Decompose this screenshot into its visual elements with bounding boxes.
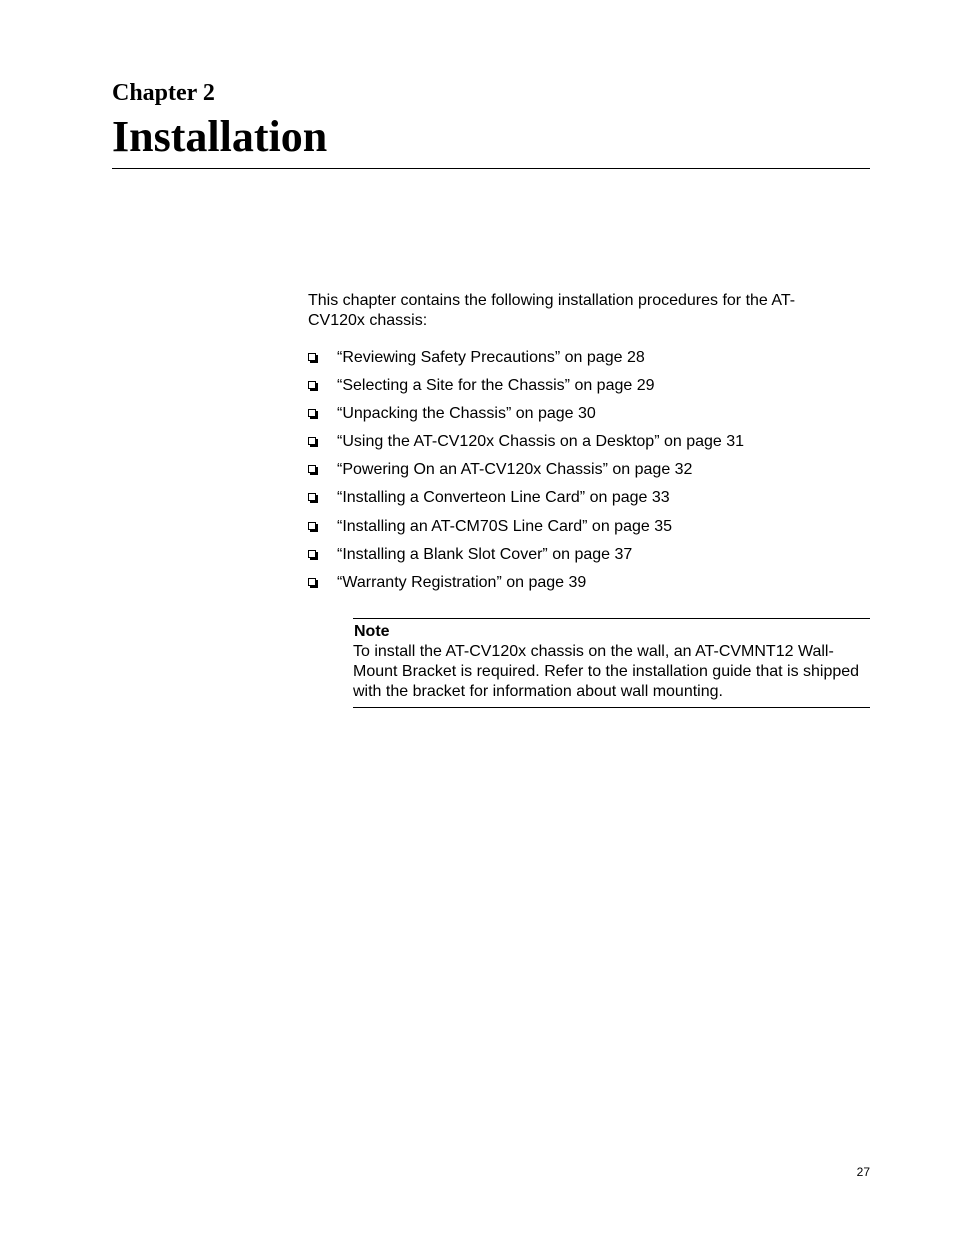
procedure-list bbox=[308, 346, 848, 599]
list-item[interactable] bbox=[308, 515, 848, 543]
cross-reference-link[interactable]: “Selecting a Site for the Chassis” on page 29 bbox=[337, 377, 655, 395]
cross-reference-link[interactable]: “Using the AT-CV120x Chassis on a Desktop” on page 31 bbox=[337, 433, 745, 451]
cross-reference-link[interactable]: “Warranty Registration” on page 39 bbox=[337, 573, 587, 591]
cross-reference-link[interactable]: “Unpacking the Chassis” on page 30 bbox=[337, 405, 596, 423]
cross-reference-link[interactable]: “Installing a Converteon Line Card” on page 33 bbox=[337, 489, 670, 507]
list-item[interactable] bbox=[308, 346, 848, 374]
chapter-label: Chapter 2 bbox=[112, 80, 215, 106]
list-item[interactable] bbox=[308, 486, 848, 514]
note-heading: Note bbox=[354, 623, 390, 640]
list-item[interactable] bbox=[308, 543, 848, 571]
checkbox-bullet-icon bbox=[308, 409, 316, 417]
list-item[interactable] bbox=[308, 571, 848, 599]
cross-reference-link[interactable]: “Installing a Blank Slot Cover” on page 37 bbox=[337, 545, 633, 563]
page-number: 27 bbox=[856, 1165, 870, 1179]
checkbox-bullet-icon bbox=[308, 437, 316, 445]
list-item[interactable] bbox=[308, 374, 848, 402]
cross-reference-link[interactable]: “Powering On an AT-CV120x Chassis” on page 32 bbox=[337, 461, 693, 479]
cross-reference-link[interactable]: “Reviewing Safety Precautions” on page 28 bbox=[337, 349, 645, 366]
title-divider bbox=[112, 168, 870, 169]
checkbox-bullet-icon bbox=[308, 522, 316, 530]
checkbox-bullet-icon bbox=[308, 493, 316, 501]
cross-reference-link[interactable]: “Installing an AT-CM70S Line Card” on page 35 bbox=[337, 517, 673, 535]
list-item[interactable] bbox=[308, 402, 848, 430]
checkbox-bullet-icon bbox=[308, 353, 316, 361]
intro-paragraph: This chapter contains the following installation procedures for the AT-CV120x chassis: bbox=[308, 292, 796, 329]
checkbox-bullet-icon bbox=[308, 578, 316, 586]
chapter-title: Installation bbox=[112, 112, 328, 161]
list-item[interactable] bbox=[308, 430, 848, 458]
checkbox-bullet-icon bbox=[308, 465, 316, 473]
checkbox-bullet-icon bbox=[308, 381, 316, 389]
list-item[interactable] bbox=[308, 458, 848, 486]
note-callout bbox=[353, 618, 870, 708]
note-body: To install the AT-CV120x chassis on the wall, an AT-CVMNT12 Wall-Mount Bracket is required. Refer to the installation guide that is shipped with the bracket for information about wall mounting. bbox=[353, 643, 860, 700]
checkbox-bullet-icon bbox=[308, 550, 316, 558]
